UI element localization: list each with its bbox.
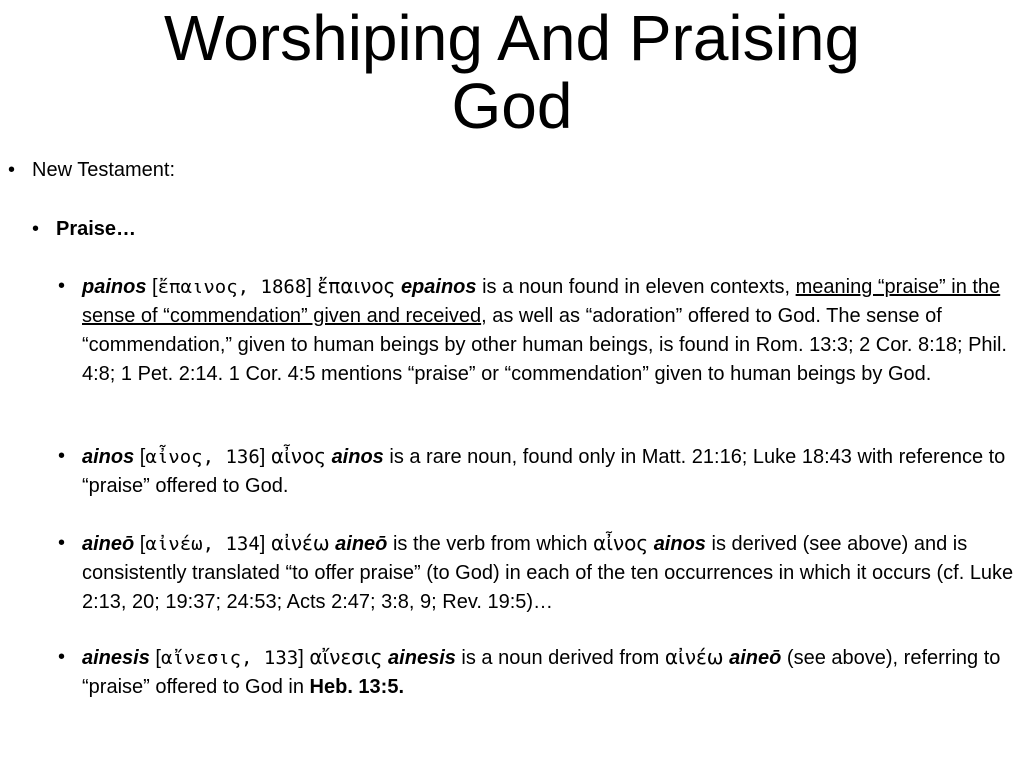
greek-word: αἰνέω <box>270 531 330 555</box>
bracket-close: ] <box>306 276 318 298</box>
entry-transliteration-bold: aineō <box>335 533 388 555</box>
entry-transliteration-bold-2: aineō <box>729 647 782 669</box>
bracket-open: [ <box>134 446 146 468</box>
bracket-open: [ <box>134 533 146 555</box>
entry-text-after: , as well as “adoration” offered to God. The sense of “commendation,” given to human beings by other human beings, is found in Rom. 13:3; 2 Cor. 8:18; Phil. 4:8; 1 Pet. 2:14. 1 Cor. 4:5 mentions “praise” or “commendation” given to human beings by God. <box>82 305 1007 385</box>
entry-ainesis <box>58 643 1022 702</box>
page-title-line-1: Worshiping And Praising <box>163 2 861 74</box>
entry-text-mid: is the verb from which <box>387 533 594 555</box>
entry-transliteration-bold-2: ainos <box>653 533 706 555</box>
greek-strongs: ἔπαινος, 1868 <box>157 276 307 298</box>
bracket-close: ] <box>259 446 271 468</box>
entry-transliteration: ainesis <box>82 647 150 669</box>
bracket-close: ] <box>298 647 310 669</box>
bullet-praise <box>32 215 136 244</box>
bracket-open: [ <box>146 276 158 298</box>
entry-aineo <box>58 529 1022 617</box>
entry-underlined-text: meaning “praise” in the sense of “commendation” given and received <box>82 276 1001 327</box>
entry-ainos <box>58 442 1022 501</box>
entry-body: is derived (see above) and is consistently translated “to offer praise” (to God) in each of the ten occurrences in which it occurs (cf. Luke 2:13, 20; 19:37; 24:53; Acts 2:47; 3:8, 9; Rev. 19:5)… <box>82 533 1014 613</box>
entry-transliteration: aineō <box>82 533 135 555</box>
greek-word: ἔπαινος <box>317 274 396 298</box>
bullet-dot-icon: • <box>58 532 66 554</box>
entry-transliteration: ainos <box>82 446 135 468</box>
bullet-dot-icon: • <box>8 159 16 181</box>
entry-transliteration: painos <box>82 276 147 298</box>
greek-strongs: αἰνέω, 134 <box>145 533 260 555</box>
greek-strongs: αἶνος, 136 <box>145 446 260 468</box>
greek-word-2: αἰνέω <box>664 645 724 669</box>
entry-text-before: is a noun found in eleven contexts, <box>476 276 796 298</box>
greek-word: αἴνεσις <box>309 645 383 669</box>
entry-text-mid: is a noun derived from <box>455 647 665 669</box>
entry-transliteration-bold: ainesis <box>388 647 456 669</box>
entry-transliteration-bold: epainos <box>400 276 477 298</box>
bullet-dot-icon: • <box>58 275 66 297</box>
entry-text <box>82 643 1017 702</box>
entry-text <box>82 272 1017 389</box>
entry-painos <box>58 272 1022 389</box>
bullet-dot-icon: • <box>58 445 66 467</box>
bullet-dot-icon: • <box>58 646 66 668</box>
bracket-open: [ <box>149 647 161 669</box>
bullet-new-testament <box>8 156 175 185</box>
entry-text <box>82 442 1017 501</box>
entry-body: (see above), referring to “praise” offered to God in <box>82 647 1001 698</box>
entry-transliteration-bold: ainos <box>331 446 384 468</box>
bracket-close: ] <box>259 533 271 555</box>
greek-word: αἶνος <box>270 444 326 468</box>
page-title-line-2: God <box>451 70 573 142</box>
scripture-reference: Heb. 13:5. <box>309 676 405 698</box>
greek-word-2: αἶνος <box>593 531 649 555</box>
bullet-dot-icon: • <box>32 218 40 240</box>
greek-strongs: αἴνεσις, 133 <box>160 647 299 669</box>
entry-text <box>82 529 1017 617</box>
bullet-label: New Testament: <box>32 159 176 181</box>
page-title <box>0 4 1024 140</box>
bullet-label: Praise… <box>56 218 137 240</box>
entry-body: is a rare noun, found only in Matt. 21:16; Luke 18:43 with reference to “praise” offered to God. <box>82 446 1006 497</box>
